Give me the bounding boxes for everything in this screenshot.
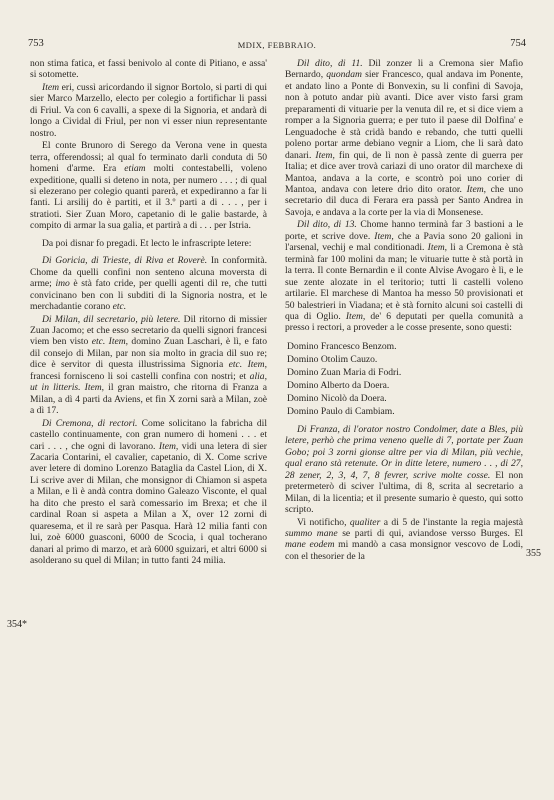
right-column <box>285 58 523 562</box>
list-item: Domino Nicolò da Doera. <box>287 392 387 404</box>
paragraph: Di Goricia, di Trieste, di Riva et Roverè. In conformità. Chome da quelli confini non senteno alcuna moversta di arme; imo è stà fato cride, per quelli agenti dil re, che tutti convicinano ben con li subditi di la Signoria nostra, et le merchadantie corano etc. <box>30 255 268 313</box>
paragraph: Di Franza, di l'orator nostro Condolmer, date a Bles, più letere, perhò che prima veneno quelle di 7, portate per Zuan Gobo; poi 3 zorni gionse altre per via di Milan, più vechie, qual erano stà retenute. Or in ditte letere, numero . . , di 27, 28 zener, 2, 3, 4, 7, 8 fevrer, scrive molte cosse. El non pretermeterò di sciver l'ultima, di 8, scrita al secretario a Milan, di la licentia; et il presente sumario è questo, qui sotto scripto. <box>285 423 523 516</box>
paragraph: Item eri, cussì aricordando il signor Bortolo, si parti di qui sier Marco Marzello, electo per colegio a fortifichar li passi di Friul. Va con 6 cavalli, a spexe di la Signoria, et andarà di longo a Cividal di Friul, per non vi esser niun representante nostro. <box>30 81 267 139</box>
deputies-list <box>285 340 523 418</box>
paragraph: Dil dito, di 13. Chome hanno terminà far 3 bastioni a le porte, et scrive dove. Item, che a Pavia sono 20 galioni in l'arsenal, vechij e mal conditionadi. Item, li a Cremona è stà terminà far 100 molini da man; le vituarie tutte è stà portà in la terra. Il conte Bernardin e il conte Alvise Avogaro è lì, e le sue zente alozate in el teritorio; tutti li castelli voleno artilarie. El marchese di Mantoa ha messo 50 provisionati et 50 balestrieri in Viadana; et è stà fornito alcuni soi castelli di qua di Oglio. Item, de' 6 deputati per quella comunità a presso i rectori, a proveder a le cosse presente, sono questi: <box>285 219 523 334</box>
paragraph: Di Milan, dil secretario, più letere. Dil ritorno di missier Zuan Jacomo; et che esso secretario da quelli signori francesi viem ben visto etc. Item, domino Zuan Laschari, è lì, e fato dil consejo di Milan, par non sia molto in gracia dil suo re; dice è servitor di questa illustrissima Signoria etc. Item, francesi fornisceno li soi castelli confina con nostri; et alia, ut in litteris. Item, il gran maistro, che ritorna di Franza a Milan, a dì 4 parti da Aviens, et fin X zorni sarà a Milan, zoè a dì 17. <box>30 313 268 417</box>
list-item: Domino Paulo di Cambiam. <box>287 405 395 417</box>
list-item: Domino Zuan Maria di Fodri. <box>287 366 402 378</box>
paragraph: Di Cremona, di rectori. Come solicitano la fabricha dil castello continuamente, con gran numero di homeni . . . et cari . . . , che ogni di lavorano. Item, vidi una letera di sier Zacaria Contarini, el cavalier, capetanio, di X. Come scrive aver letere di domino Lorenzo Bataglia da Castel Lion, di X. Li scrive aver di Milan, che monsignor di Chiamon si aspeta a Milan, e lì è andà contra domino Galeazo Visconte, el qual ha dito che presto el sarà comessario im Brexa; et che il cardinal Roan si aspeta a Milan a X, over 12 zorni di quaresema, et il re sarà per Pasqua. Harà 12 milia fanti con lui, zoè 6000 guasconi, 6000 de Scocia, i qual tocherano danari al primo di marzo, et arà 6000 sguizari, et altri 6000 si asolderano su quel di Milan; in tutto fanti 24 milia. <box>30 417 267 567</box>
left-column <box>30 58 267 566</box>
margin-note-right: 355 <box>526 548 541 559</box>
page-number-left: 753 <box>28 38 44 49</box>
margin-note-left: 354* <box>7 619 27 630</box>
paragraph: Da poi disnar fo pregadi. Et lecto le infrascripte letere: <box>42 237 252 249</box>
paragraph: Vi notificho, qualiter a di 5 de l'instante la regia majestà summo mane se parti di qui, aviandose versso Burges. El mane eodem mi mandò a casa monsignor vescovo de Lodi, con el thesorier de la <box>285 516 523 562</box>
running-title: MDIX, FEBBRAIO. <box>237 40 317 50</box>
paragraph: non stima fatica, et fassi benivolo al conte di Pitiano, e assa' si sotomette. <box>30 58 267 81</box>
list-item: Domino Otolim Cauzo. <box>287 353 378 365</box>
paragraph: El conte Brunoro di Serego da Verona vene in questa terra, offerendossi; al qual fo terminato darli conduta di 50 homeni d'arme. Era etiam molti contestabelli, voleno expeditione, qualli si deteno in nota, per numero . . . ; di qual si elezerano per colegio quanti parerà, et expediranno a far li fanti. Li arsilij do è partiti, et il 3.º parti a di . . . , per i stratioti. Sier Zuan Moro, capetanio di le galie bastarde, à compito di armar la sua galia, et partirà a di . . . per Istria. <box>30 140 267 232</box>
list-item: Domino Alberto da Doera. <box>287 379 390 391</box>
page-number-right: 754 <box>510 38 526 49</box>
paragraph: Dil dito, di 11. Dil zonzer li a Cremona sier Mafio Bernardo, quondam sier Francesco, qual andava im Ponente, et andato lino a Ponte di Bonvexin, su li confini di Savoja, non à potuto andar più avanti. Dice aver visto farsi gram preparamenti di vituarie per la venuta dil re, et si dice viem a romper a la Signoria guerra; e per tuto il paese dil Dolfina' e Lenguadoche è stà cridà bando e rebando, che tutti quelli poleno portar arme debiano vegnir a Liom, che li sarà dato danari. Item, fin qui, de lì non è passà zente di guerra per Italia; et dice aver trovà cariazi di uno orator dil marchexe di Mantoa, andava a la corte, e scontrò poi uno corier di Mantoa, andava con letere drio dito orator. Item, che uno secretario dil duca di Ferara era passà per Santo Andrea in Savoja, e andava a la corte per la via di Monsenese. <box>285 58 523 218</box>
list-item: Domino Francesco Benzom. <box>287 340 397 352</box>
running-header <box>22 38 532 52</box>
